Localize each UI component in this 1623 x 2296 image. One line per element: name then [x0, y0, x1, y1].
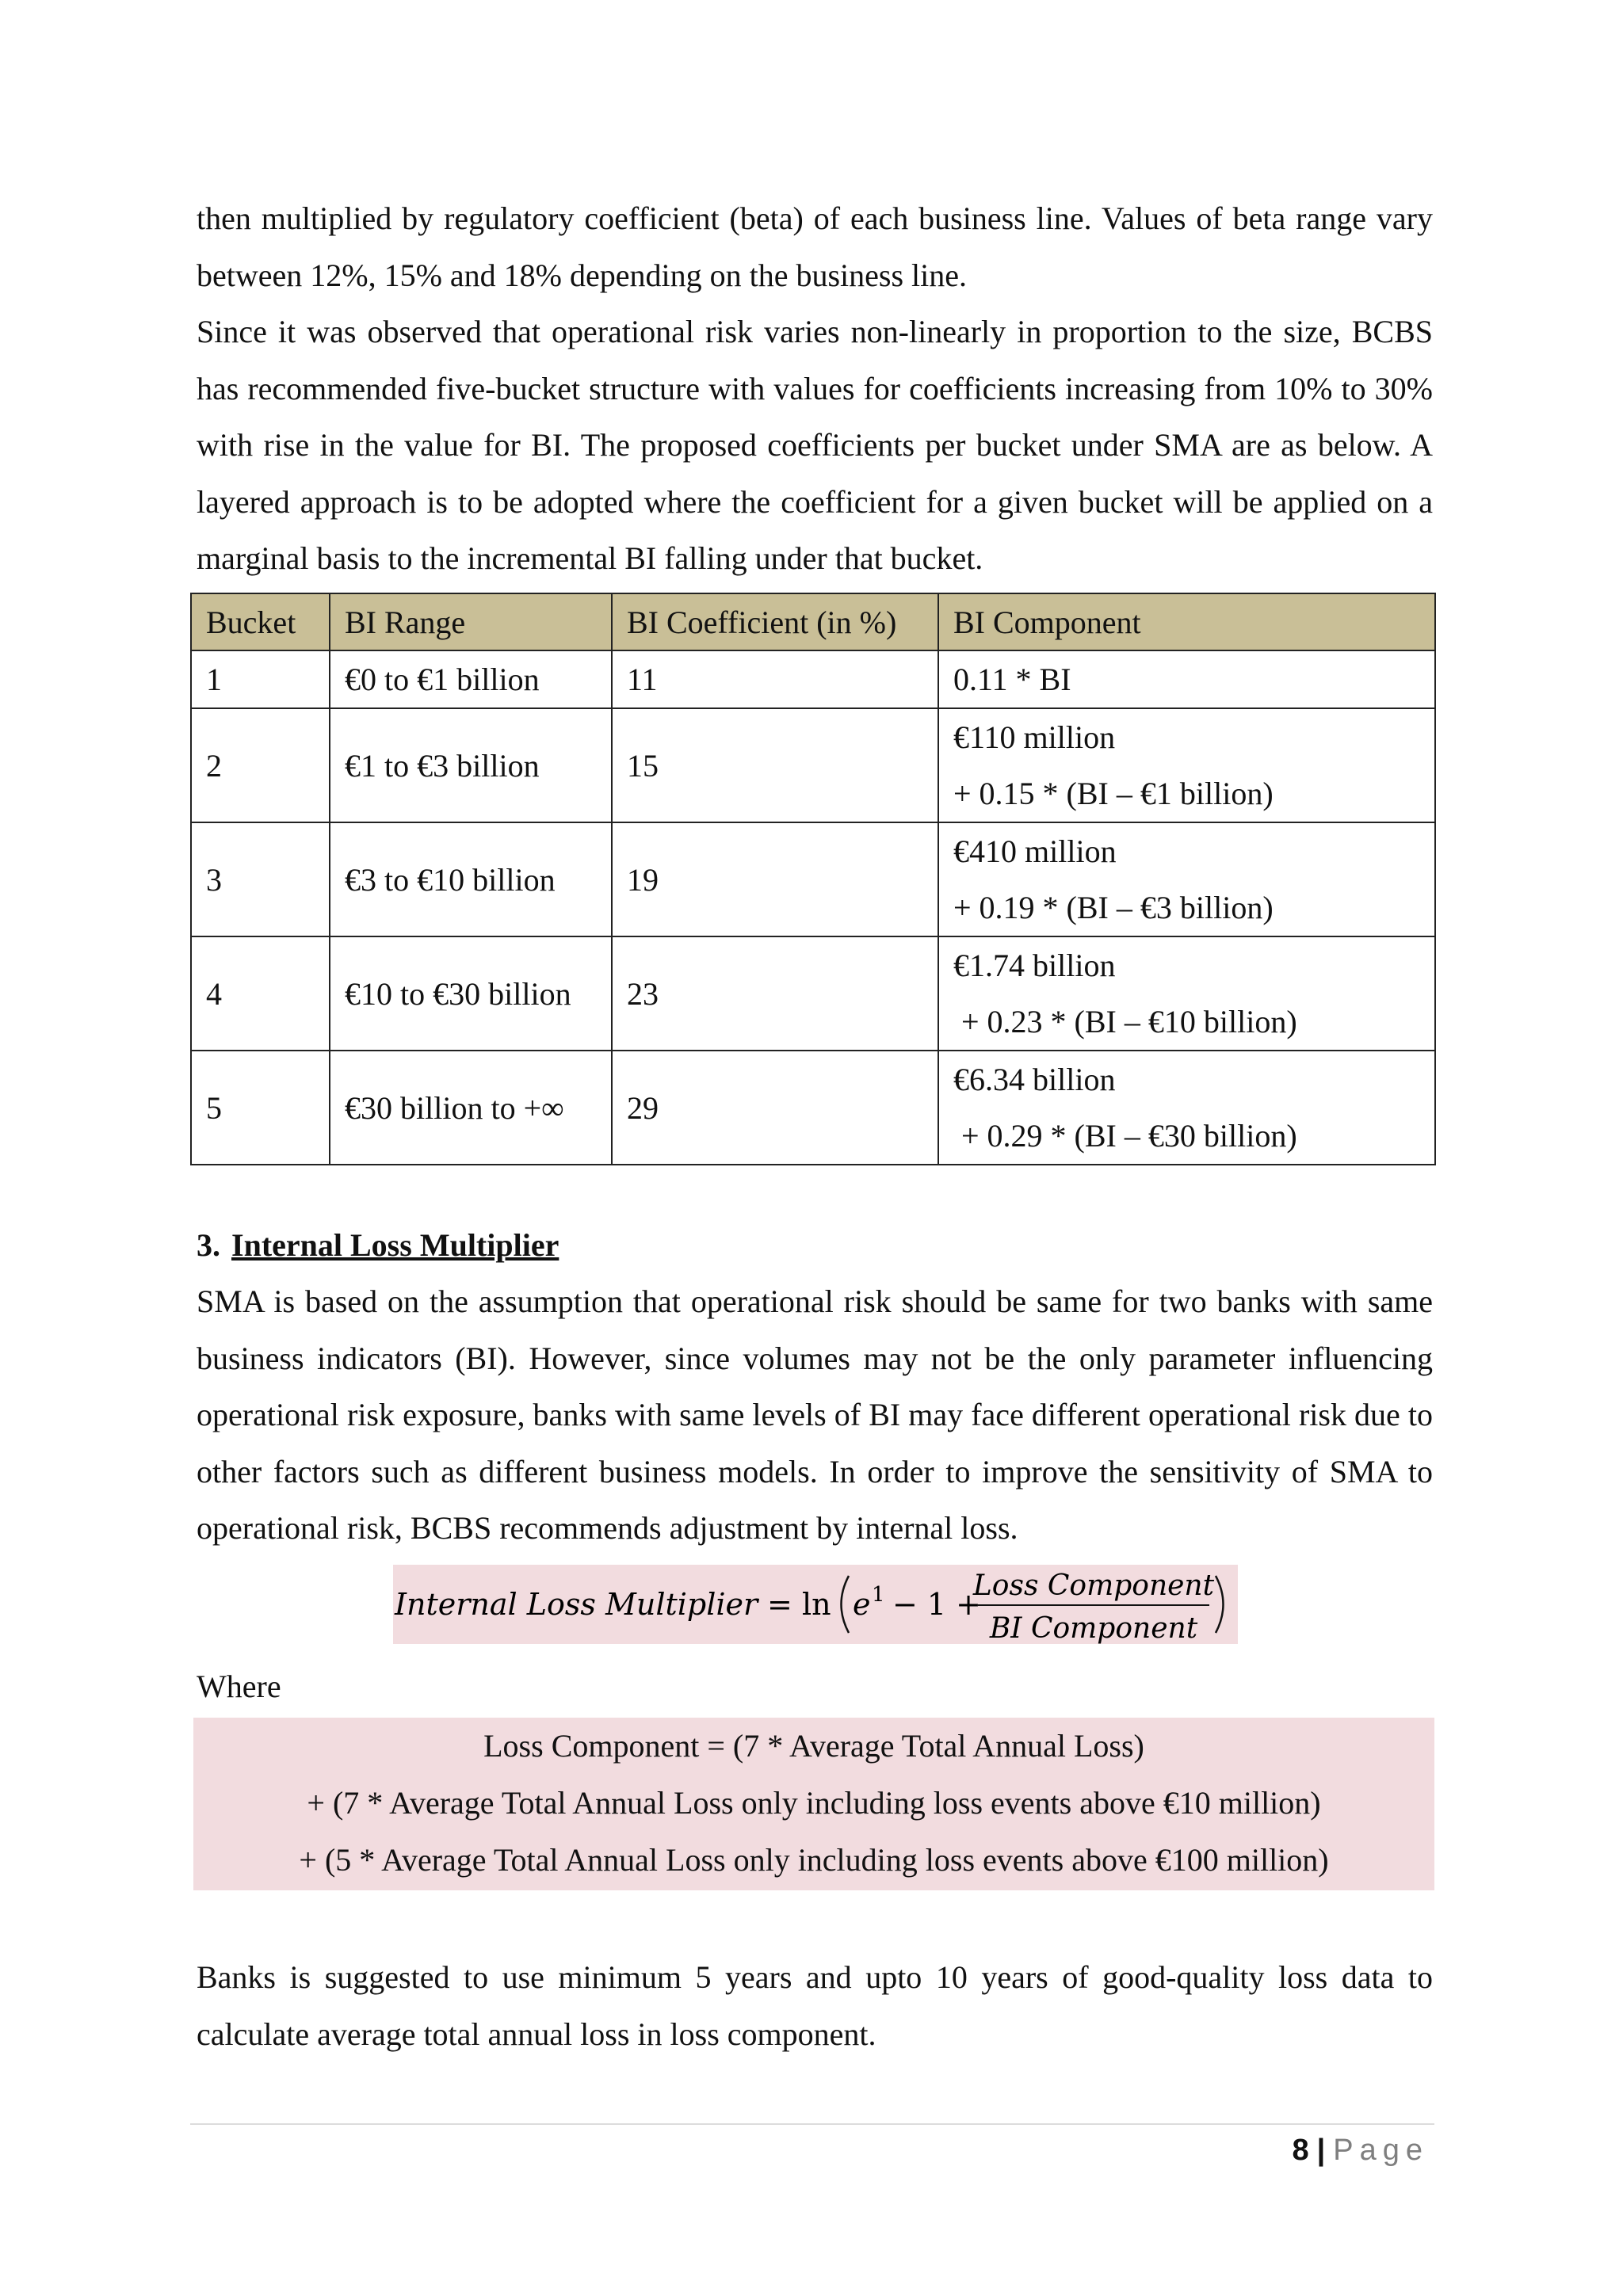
bucket-table — [190, 593, 1436, 1165]
where-label: Where — [197, 1669, 281, 1704]
cell-coefficient: 19 — [612, 822, 938, 936]
formula-box — [393, 1565, 1238, 1644]
component-line: €410 million — [953, 833, 1117, 869]
right-paren-icon — [1216, 1576, 1224, 1633]
cell-component — [938, 936, 1435, 1051]
cell-bucket: 5 — [191, 1051, 330, 1165]
formula-denominator: BI Component — [989, 1612, 1198, 1644]
table-row — [191, 822, 1435, 936]
header-bucket: Bucket — [191, 593, 330, 650]
table-row — [191, 936, 1435, 1051]
cell-coefficient: 29 — [612, 1051, 938, 1165]
section-paragraph — [197, 1273, 1433, 1557]
page-number: 8 — [1292, 2134, 1309, 2167]
component-line: + 0.15 * (BI – €1 billion) — [953, 776, 1274, 811]
cell-component — [938, 822, 1435, 936]
cell-bucket: 1 — [191, 650, 330, 708]
component-line: 0.11 * BI — [953, 662, 1071, 697]
intro-paragraph-1: then multiplied by regulatory coefficient (beta) of each business line. Values of beta range vary between 12%, 15% and 18% depending on the business line. — [197, 200, 1433, 293]
component-line: €1.74 billion — [953, 948, 1116, 983]
cell-range: €3 to €10 billion — [330, 822, 612, 936]
loss-component-line-3: + (5 * Average Total Annual Loss only including loss events above €100 million) — [299, 1842, 1329, 1878]
formula-lhs: Internal Loss Multiplier — [395, 1587, 758, 1622]
cell-bucket: 2 — [191, 708, 330, 822]
section-number: 3. — [197, 1227, 220, 1263]
left-paren-icon — [842, 1576, 850, 1633]
page-separator: | — [1316, 2134, 1326, 2167]
cell-coefficient: 23 — [612, 936, 938, 1051]
cell-range: €0 to €1 billion — [330, 650, 612, 708]
intro-text — [197, 190, 1433, 587]
loss-component-line-2: + (7 * Average Total Annual Loss only including loss events above €10 million) — [307, 1785, 1321, 1821]
cell-bucket: 4 — [191, 936, 330, 1051]
component-line: €6.34 billion — [953, 1062, 1116, 1097]
cell-range: €10 to €30 billion — [330, 936, 612, 1051]
section-heading — [197, 1217, 559, 1273]
cell-coefficient: 15 — [612, 708, 938, 822]
header-bi-coefficient: BI Coefficient (in %) — [612, 593, 938, 650]
table-row — [191, 650, 1435, 708]
cell-component — [938, 650, 1435, 708]
cell-component — [938, 708, 1435, 822]
cell-range: €1 to €3 billion — [330, 708, 612, 822]
table-header-row — [191, 593, 1435, 650]
loss-component-box — [193, 1718, 1434, 1890]
cell-coefficient: 11 — [612, 650, 938, 708]
loss-component-line-1: Loss Component = (7 * Average Total Annual Loss) — [483, 1728, 1144, 1764]
section-title: Internal Loss Multiplier — [231, 1227, 559, 1263]
formula-base: e — [853, 1587, 871, 1622]
section-paragraph-text: SMA is based on the assumption that operational risk should be same for two banks with same business indicators (BI). However, since volumes may not be the only parameter influencing operational risk exposure, banks with same levels of BI may face different operational risk due to other factors such as different business models. In order to improve the sensitivity of SMA to operational risk, BCBS recommends adjustment by internal loss. — [197, 1283, 1433, 1546]
component-line: + 0.19 * (BI – €3 billion) — [953, 890, 1274, 925]
component-line: + 0.23 * (BI – €10 billion) — [953, 1004, 1297, 1039]
table-row — [191, 708, 1435, 822]
page-word: Page — [1333, 2134, 1429, 2167]
cell-bucket: 3 — [191, 822, 330, 936]
header-bi-range: BI Range — [330, 593, 612, 650]
closing-paragraph — [197, 1949, 1433, 2062]
formula-ln: ln — [802, 1587, 831, 1622]
table-row — [191, 1051, 1435, 1165]
closing-paragraph-text: Banks is suggested to use minimum 5 years and upto 10 years of good-quality loss data to calculate average total annual loss in loss component. — [197, 1959, 1433, 2052]
internal-loss-multiplier-formula — [393, 1565, 1238, 1644]
formula-middle: − 1 + — [892, 1587, 982, 1622]
cell-component — [938, 1051, 1435, 1165]
cell-range: €30 billion to +∞ — [330, 1051, 612, 1165]
component-line: €110 million — [953, 719, 1116, 755]
formula-numerator: Loss Component — [972, 1569, 1215, 1602]
component-line: + 0.29 * (BI – €30 billion) — [953, 1118, 1297, 1154]
formula-exponent: 1 — [872, 1583, 885, 1607]
page-footer — [1292, 2128, 1429, 2172]
header-bi-component: BI Component — [938, 593, 1435, 650]
formula-equals: = — [767, 1587, 792, 1622]
intro-paragraph-2: Since it was observed that operational risk varies non-linearly in proportion to the size, BCBS has recommended five-bucket structure with values for coefficients increasing from 10% to 30% with rise in the value for BI. The proposed coefficients per bucket under SMA are as below. A layered approach is to be adopted where the coefficient for a given bucket will be applied on a marginal basis to the incremental BI falling under that bucket. — [197, 314, 1433, 576]
footer-divider — [190, 2123, 1434, 2125]
